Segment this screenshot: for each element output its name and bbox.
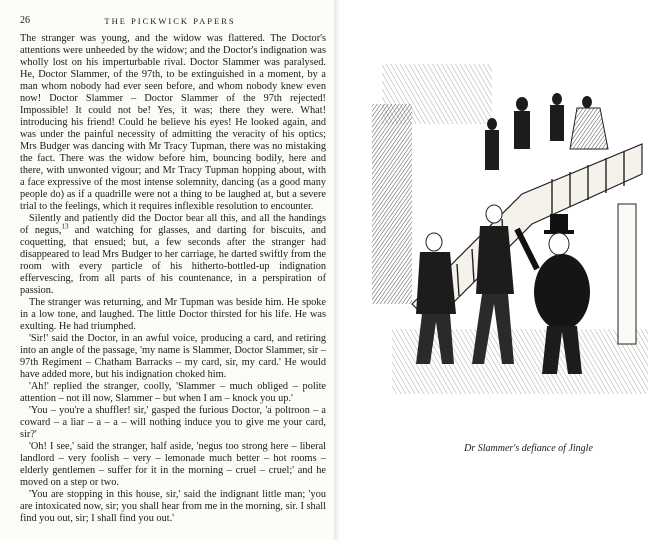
shadow-wall <box>372 104 412 304</box>
running-header <box>20 15 320 29</box>
right-page <box>340 0 663 540</box>
illustration-plate <box>372 64 648 394</box>
paragraph: 'You – you're a shuffler! sir,' gasped the furious Doctor, 'a poltroon – a coward – a liar – a – a – will nothing induce you to give me your card, sir?' <box>20 405 326 440</box>
footnote-marker: 13 <box>61 222 69 231</box>
pillar <box>618 204 636 344</box>
illustration-caption: Dr Slammer's defiance of Jingle <box>464 443 593 454</box>
paragraph: The stranger was young, and the widow was flattered. The Doctor's attentions were unheeded by the widow; and the Doctor's indignation was wholly lost on his imperturbable rival. Doctor Slammer was paralysed. He, Doctor Slammer, of the 97th, to be extinguished in a moment, by a man whom nobody had ever seen before, and whom nobody knew even now! Doctor Slammer – Doctor Slammer of the 97th rejected! Impossible! It could not be! Yes, it was; there they were. What! introducing his friend! Could he believe his eyes! He looked again, and was under the painful necessity of admitting the veracity of his optics; Mrs Budger was dancing with Mr Tracy Tupman, there was no mistaking the fact. There was the widow before him, bouncing bodily, here and there, with unwonted vigour; and Mr Tracy Tupman hopping about, with a face expressive of the most intense solemnity, dancing (as a good many people do) as if a quadrille were not a thing to be laughed at, but a severe trial to the feelings, which it requires inflexible resolution to encounter. <box>20 33 326 212</box>
paragraph: Silently and patiently did the Doctor bear all this, and all the handings of negus,$^{13}$ and watching for glasses, and darting for biscuits, and coquetting, that ensued; but, a few seconds after the stranger had disappeared to lead Mrs Budger to her carriage, he darted swiftly from the room with every particle of his hitherto-bottled-up indignation effervescing, from all parts of his countenance, in a perspiration of passion. <box>20 213 327 296</box>
upper-figures <box>485 93 608 170</box>
page-number: 26 <box>20 15 30 26</box>
background-wall <box>382 64 492 124</box>
paragraph: 'You are stopping in this house, sir,' said the indignant little man; 'you are intoxicated now, sir; you shall hear from me in the morning, sir. I shall find you out, sir; I shall find you out.' <box>20 489 326 524</box>
body-text <box>20 33 326 525</box>
running-title: THE PICKWICK PAPERS <box>104 16 236 26</box>
paragraph: 'Oh! I see,' said the stranger, half aside, 'negus too strong here – liberal landlord – very foolish – very – lemonade much better – hot rooms – elderly gentlemen – suffer for it in the morning – cruel – cruel;' and he moved on a step or two. <box>20 441 326 488</box>
paragraph: 'Ah!' replied the stranger, coolly, 'Slammer – much obliged – polite attention – not ill now, Slammer – but when I am – knock you up.' <box>20 381 326 404</box>
paragraph: The stranger was returning, and Mr Tupman was beside him. He spoke in a low tone, and laughed. The little Doctor thirsted for his life. He was exulting. He had triumphed. <box>20 297 326 332</box>
paragraph: 'Sir!' said the Doctor, in an awful voice, producing a card, and retiring into an angle of the passage, 'my name is Slammer, Doctor Slammer, sir – 97th Regiment – Chatham Barracks – my card, sir, my card.' He would have added more, but his indignation choked him. <box>20 333 326 380</box>
